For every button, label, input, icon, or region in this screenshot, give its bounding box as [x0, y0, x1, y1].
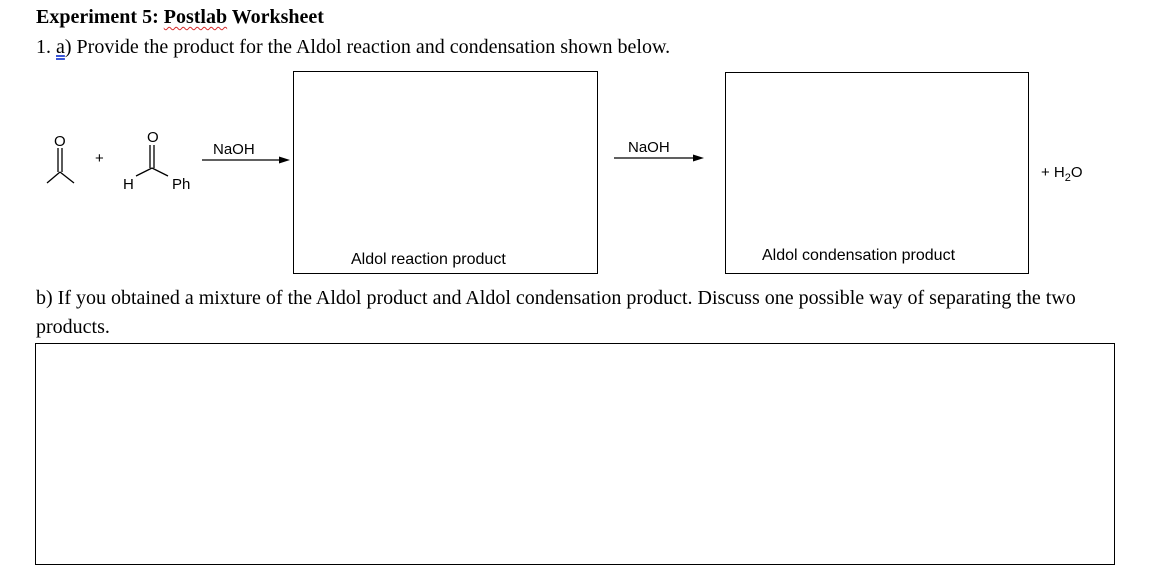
aldehyde-bond-h [136, 168, 152, 176]
answer-box-1b[interactable] [35, 343, 1115, 565]
aldol-reaction-product-box[interactable] [293, 71, 598, 274]
plus-sign: + [95, 150, 104, 167]
aldol-condensation-product-label: Aldol condensation product [762, 247, 956, 264]
q1-number: 1. [36, 36, 56, 58]
question-1b: b) If you obtained a mixture of the Aldol product and Aldol condensation product. Discuss one possible way of separating the two products. [36, 287, 1076, 338]
acetone-oxygen: O [54, 133, 66, 150]
q1-letter: a [56, 36, 65, 58]
water-byproduct: + $H_2O$ [1041, 164, 1083, 184]
benzaldehyde-oxygen: O [147, 129, 159, 146]
aldehyde-bond-ph [152, 168, 168, 176]
q1-text: ) Provide the product for the Aldol reaction and condensation shown below. [64, 36, 671, 58]
reagent-naoh-2: NaOH [628, 139, 670, 156]
benzaldehyde-hydrogen: H [123, 176, 134, 193]
benzaldehyde-phenyl: Ph [172, 176, 191, 193]
aldol-condensation-product-box[interactable] [725, 72, 1029, 274]
title-postlab: Postlab [163, 6, 228, 28]
acetone-structure [47, 148, 74, 183]
benzaldehyde-structure [136, 145, 168, 176]
acetone-bond-right [60, 172, 74, 183]
acetone-bond-left [47, 172, 60, 183]
reagent-naoh-1: NaOH [213, 141, 255, 158]
title-suffix: Worksheet [227, 6, 324, 28]
title-prefix: Experiment 5: [36, 6, 164, 28]
aldol-reaction-product-label: Aldol reaction product [351, 251, 506, 268]
